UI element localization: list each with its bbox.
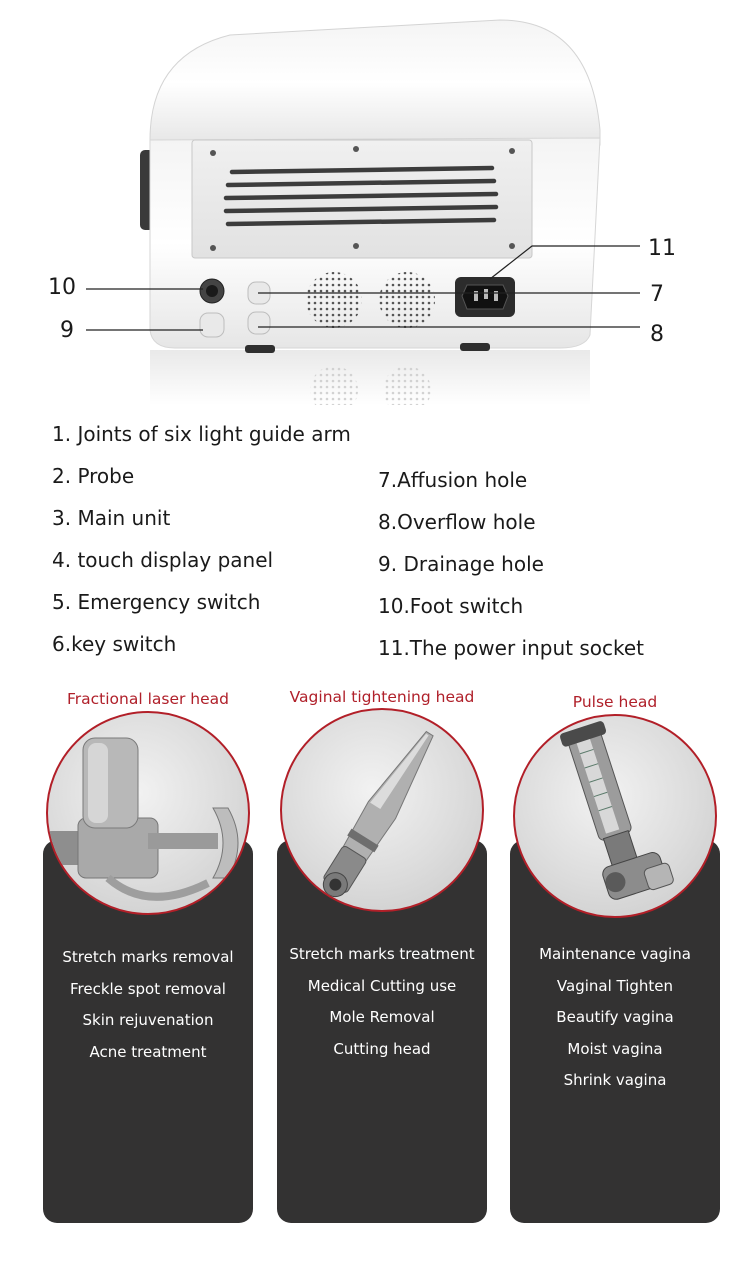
- part-item: 8.Overflow hole: [378, 510, 536, 534]
- feature-item: Medical Cutting use: [307, 976, 457, 995]
- feature-item: Cutting head: [333, 1039, 431, 1058]
- part-item: 6.key switch: [52, 632, 177, 656]
- callout-7: 7: [650, 282, 664, 307]
- feature-item: Freckle spot removal: [70, 979, 226, 998]
- card-title: Fractional laser head: [66, 690, 230, 708]
- card-title: Pulse head: [572, 693, 658, 711]
- device-rear-view: [0, 0, 750, 405]
- card-features: [277, 939, 487, 1065]
- feature-item: Maintenance vagina: [539, 945, 691, 963]
- fractional-laser-head-icon: [46, 711, 250, 915]
- part-item: 11.The power input socket: [378, 636, 645, 660]
- feature-item: Mole Removal: [329, 1008, 435, 1026]
- part-item: 1. Joints of six light guide arm: [52, 422, 351, 446]
- pulse-head-icon: [513, 714, 717, 918]
- part-item: 7.Affusion hole: [378, 468, 528, 492]
- vaginal-tightening-head-card: [277, 690, 487, 1235]
- vaginal-tightening-head-icon: [280, 708, 484, 912]
- part-item: 9. Drainage hole: [378, 552, 544, 576]
- card-features: [43, 942, 253, 1068]
- feature-item: Acne treatment: [89, 1042, 207, 1061]
- part-item: 2. Probe: [52, 464, 135, 488]
- card-features: [510, 939, 720, 1097]
- feature-item: Stretch marks treatment: [289, 945, 475, 963]
- part-item: 4. touch display panel: [52, 548, 274, 572]
- callout-10: 10: [48, 275, 76, 300]
- part-item: 5. Emergency switch: [52, 590, 261, 614]
- device-illustration: [0, 0, 750, 405]
- part-item: 10.Foot switch: [378, 594, 524, 618]
- feature-item: Beautify vagina: [556, 1008, 674, 1026]
- feature-item: Skin rejuvenation: [82, 1011, 214, 1029]
- feature-item: Moist vagina: [567, 1039, 663, 1058]
- part-item: 3. Main unit: [52, 506, 171, 530]
- callout-8: 8: [650, 322, 664, 347]
- pulse-head-card: [510, 690, 720, 1235]
- callout-9: 9: [60, 318, 74, 343]
- card-title: Vaginal tightening head: [289, 688, 475, 706]
- callout-11: 11: [648, 236, 676, 261]
- feature-item: Vaginal Tighten: [556, 976, 674, 995]
- feature-item: Stretch marks removal: [62, 948, 234, 966]
- feature-item: Shrink vagina: [563, 1071, 667, 1089]
- fractional-laser-head-card: [43, 690, 253, 1235]
